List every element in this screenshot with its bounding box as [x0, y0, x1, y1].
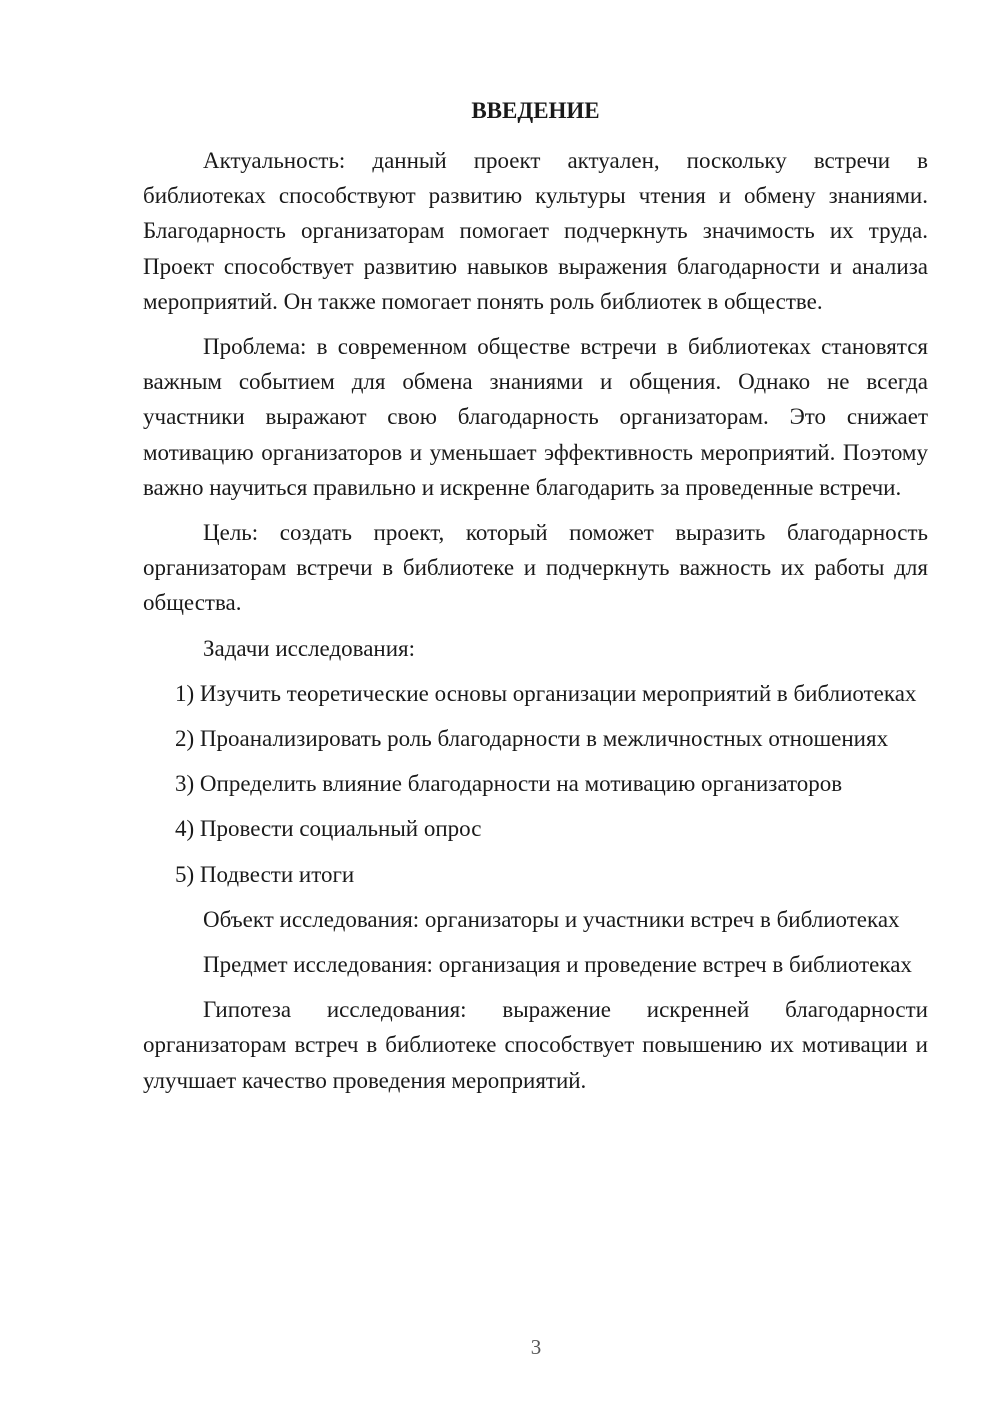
- paragraph-tasks-heading: Задачи исследования:: [203, 635, 416, 661]
- task-item-2: 2) Проанализировать роль благодарности в межличностных отношениях: [175, 726, 889, 752]
- page-number: 3: [530, 1335, 542, 1359]
- task-item-1: 1) Изучить теоретические основы организации мероприятий в библиотеках: [175, 680, 917, 706]
- paragraph-problem: Проблема: в современном обществе встречи в библиотеках становятся важным событием для обмена знаниями и общения. Однако не всегда участники выражают свою благодарность организаторам. Это снижает мотивацию организаторов и уменьшает эффективность мероприятий. Поэтому важно научиться правильно и искренне благодарить за проведенные встречи.: [143, 334, 928, 500]
- document-body: [143, 143, 928, 1108]
- task-item-3: 3) Определить влияние благодарности на мотивацию организаторов: [175, 771, 843, 797]
- paragraph-hypothesis: Гипотеза исследования: выражение искренней благодарности организаторам встреч в библиотеке способствует повышению их мотивации и улучшает качество проведения мероприятий.: [143, 997, 928, 1093]
- paragraph-goal: Цель: создать проект, который поможет выразить благодарность организаторам встречи в библиотеке и подчеркнуть важность их работы для общества.: [143, 520, 928, 616]
- task-item-5: 5) Подвести итоги: [175, 861, 355, 887]
- paragraph-relevance: Актуальность: данный проект актуален, поскольку встречи в библиотеках способствуют развитию культуры чтения и обмену знаниями. Благодарность организаторам помогает подчеркнуть значимость их труда. Проект способствует развитию навыков выражения благодарности и анализа мероприятий. Он также помогает понять роль библиотек в обществе.: [143, 148, 928, 314]
- page-title: ВВЕДЕНИЕ: [471, 98, 600, 123]
- task-item-4: 4) Провести социальный опрос: [175, 816, 482, 842]
- paragraph-object: Объект исследования: организаторы и участники встреч в библиотеках: [203, 906, 900, 932]
- paragraph-subject: Предмет исследования: организация и проведение встреч в библиотеках: [203, 952, 912, 978]
